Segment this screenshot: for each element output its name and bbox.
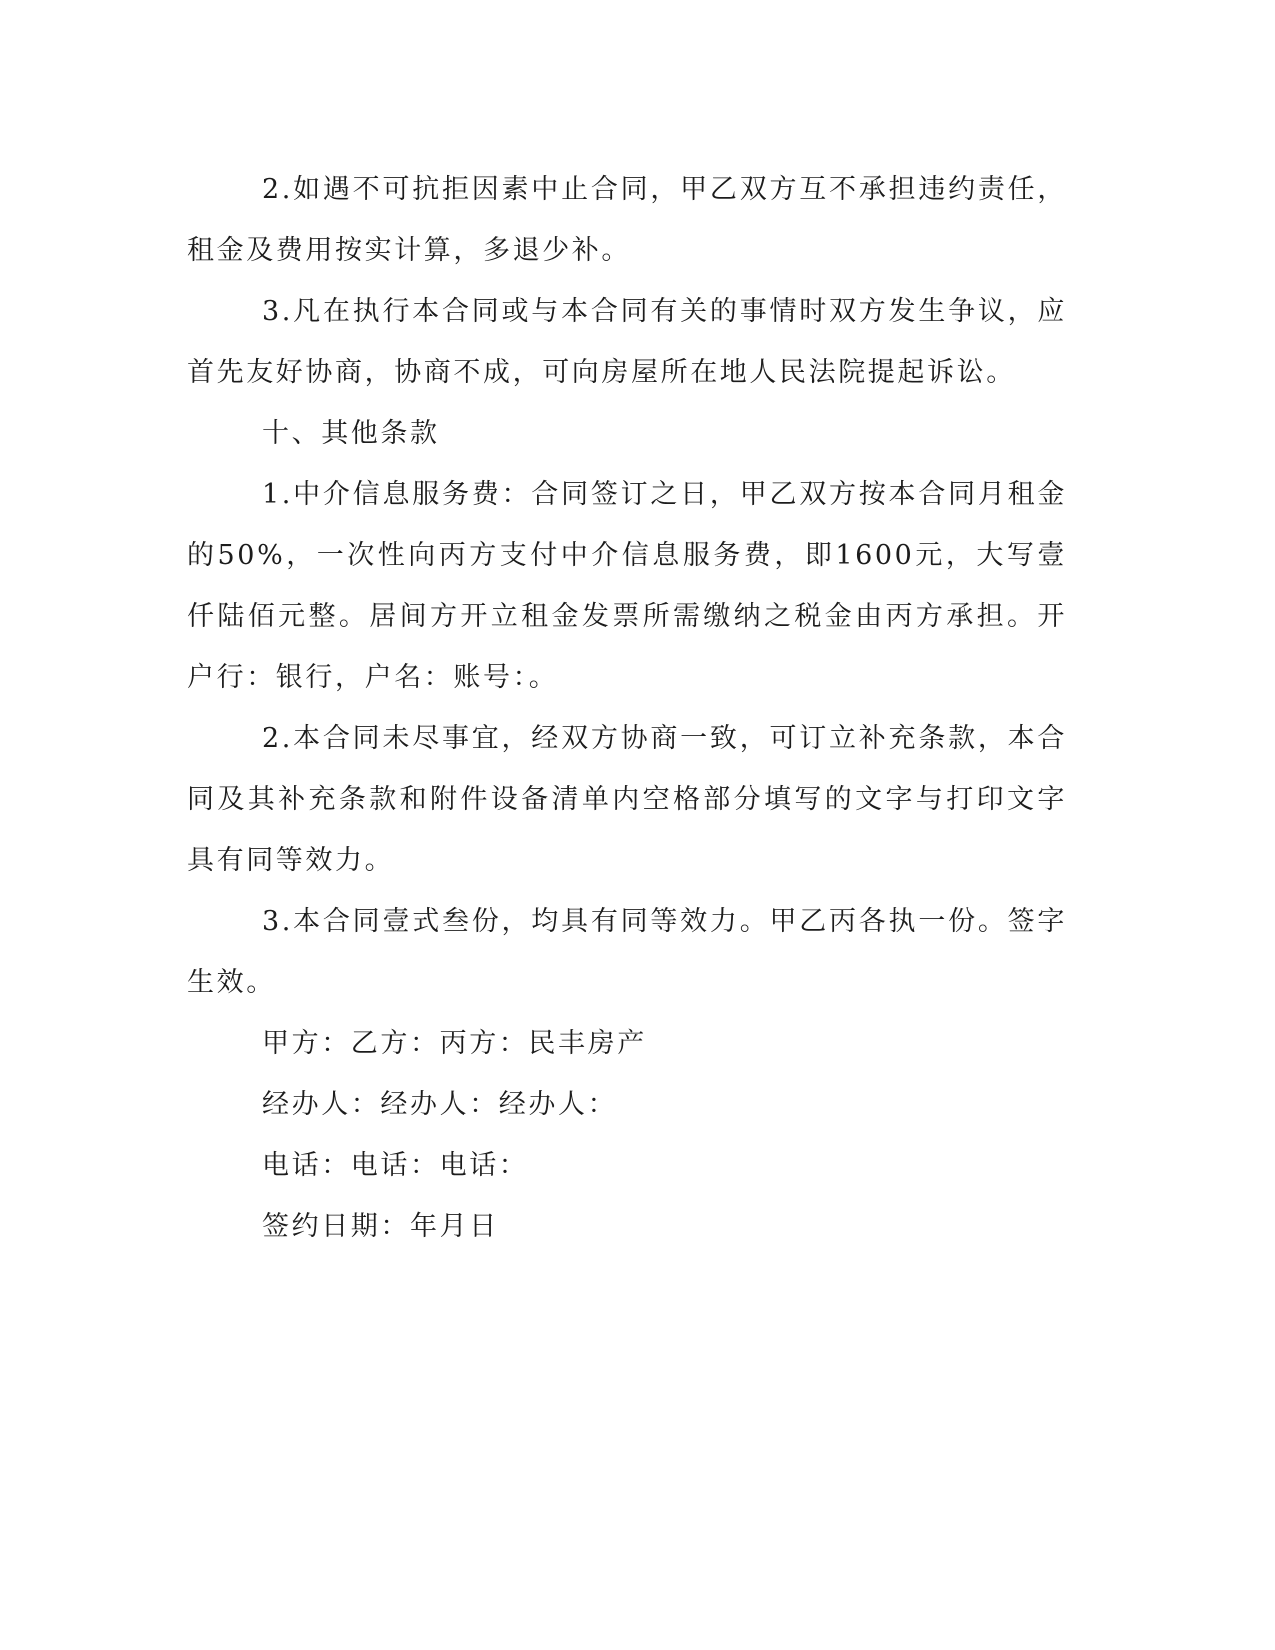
clause-force-majeure: 2.如遇不可抗拒因素中止合同，甲乙双方互不承担违约责任，租金及费用按实计算，多退少补。 [187,174,1067,266]
clause-dispute-resolution: 3.凡在执行本合同或与本合同有关的事情时双方发生争议，应首先友好协商，协商不成，可向房屋所在地人民法院提起诉讼。 [187,296,1067,388]
signature-phones: 电话：电话：电话： [262,1150,529,1181]
section-heading-other-terms: 十、其他条款 [262,418,440,449]
clause-copies: 3.本合同壹式叁份，均具有同等效力。甲乙丙各执一份。签字生效。 [187,906,1067,998]
signature-date: 签约日期：年月日 [262,1211,499,1242]
signature-parties: 甲方：乙方：丙方：民丰房产 [262,1028,647,1059]
document-body [187,159,1067,1257]
clause-supplementary-terms: 2.本合同未尽事宜，经双方协商一致，可订立补充条款，本合同及其补充条款和附件设备清单内空格部分填写的文字与打印文字具有同等效力。 [187,723,1067,876]
signature-agents: 经办人：经办人：经办人： [262,1089,618,1120]
signature-block [187,1013,1067,1257]
clause-agency-fee: 1.中介信息服务费：合同签订之日，甲乙双方按本合同月租金的50%，一次性向丙方支付中介信息服务费，即1600元，大写壹仟陆佰元整。居间方开立租金发票所需缴纳之税金由丙方承担。开户行：银行，户名：账号：。 [187,479,1067,693]
